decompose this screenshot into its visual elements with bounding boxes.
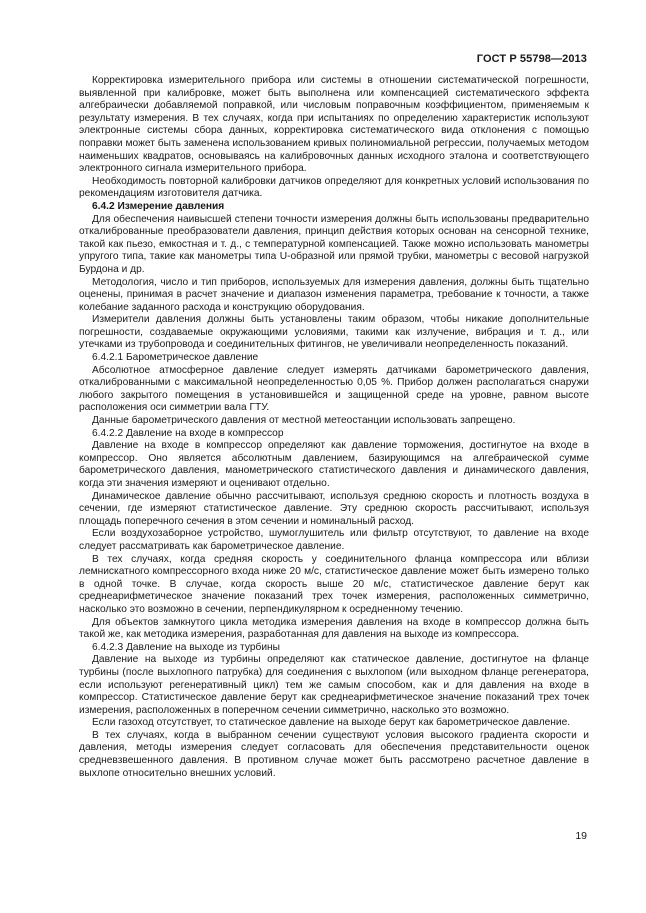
paragraph-barometric-prohibition: Данные барометрического давления от местной метеостанции использовать запрещено. [92,415,516,427]
document-body [79,75,589,780]
paragraph-closed-cycle: Для объектов замкнутого цикла методика измерения давления на входе в компрессор должна быть такой же, как методика измерения, разработанная для давления на выходе из компрессора. [79,616,589,641]
paragraph-pressure-transducers: Для обеспечения наивысшей степени точности измерения должны быть использованы предварительно откалиброванные преобразователи давления, принцип действия которых основан на сенсорной технике, такой как пьезо, емкостная и т. д., с температурной компенсацией. Также можно использовать манометры упругого типа, такие как манометры типа U-образной или прямой трубки, манометры с весовой нагрузкой Бурдона и др. [79,213,589,275]
paragraph-velocity-cases: В тех случаях, когда средняя скорость у соединительного фланца компрессора или вблизи лемнискатного компрессорного входа ниже 20 м/с, статистическое давление может быть измерено только в одной точке. В случае, когда скорость выше 20 м/с, статистическое давление берут как среднеарифметическое значение показаний трех точек измерения, расположенных симметрично, насколько это возможно в сечении, перпендикулярном к осредненному течению. [79,553,589,615]
paragraph-methodology: Методология, число и тип приборов, используемых для измерения давления, должны быть тщательно оценены, принимая в расчет значение и диапазон изменения параметра, требование к точности, а также колебание заданного расхода и конструкцию оборудования. [79,276,589,313]
paragraph-inlet-pressure-definition: Давление на входе в компрессор определяют как давление торможения, достигнутое на входе в компрессор. Оно является абсолютным давлением, базирующимся на алгебраической сумме барометрического давления, манометрического статистического давления и динамического давления, когда эти значения измеряют и оценивают отдельно. [79,440,589,489]
paragraph-high-gradient: В тех случаях, когда в выбранном сечении существуют условия высокого градиента скорости и давления, методы измерения следует согласовать для обеспечения представительности оценок средневзвешенного давления. В противном случае может быть рассмотрено расчетное давление в выхлопе относительно внешних условий. [79,729,589,779]
paragraph-dynamic-pressure: Динамическое давление обычно рассчитывают, используя среднюю скорость и плотность воздуха в сечении, где измеряют статистическое давление. Эту среднюю скорость рассчитывают, используя площадь поперечного сечения в этом сечении и номинальный расход. [79,490,589,527]
section-heading-6-4-2: 6.4.2 Измерение давления [92,200,225,212]
paragraph-installation: Измерители давления должны быть установлены таким образом, чтобы никакие дополнительные погрешности, создаваемые окружающими условиями, такими как излучение, вибрация и т. д., или утечками из трубопровода и соединительных фитингов, не увеличивали неопределенность показаний. [79,314,589,351]
document-code: ГОСТ Р 55798—2013 [476,53,587,65]
section-heading-6-4-2-1: 6.4.2.1 Барометрическое давление [92,352,259,364]
section-heading-6-4-2-3: 6.4.2.3 Давление на выходе из турбины [92,641,280,653]
paragraph-no-gas-duct: Если газоход отсутствует, то статическое давление на выходе берут как барометрическое давление. [92,717,571,729]
paragraph-no-intake: Если воздухозаборное устройство, шумоглушитель или фильтр отсутствуют, то давление на входе следует рассматривать как барометрическое давление. [79,528,589,552]
page-number: 19 [575,830,587,842]
section-heading-6-4-2-2: 6.4.2.2 Давление на входе в компрессор [92,427,284,439]
paragraph-recalibration: Необходимость повторной калибровки датчиков определяют для конкретных условий использования по рекомендациям изготовителя датчика. [79,175,589,200]
paragraph-barometric-measurement: Абсолютное атмосферное давление следует измерять датчиками барометрического давления, откалиброванными с максимальной неопределенностью 0,05 %. Прибор должен располагаться снаружи любого закрытого помещения в установившейся и защищенной среде на уровне, равном высоте расположения оси симметрии вала ГТУ. [79,364,589,414]
paragraph-turbine-outlet-definition: Давление на выходе из турбины определяют как статическое давление, достигнутое на фланце турбины (после выхлопного патрубка) для соединения с выхлопом (или выходном фланце регенератора, если используют регенеративный цикл) тем же самым способом, как и для давления на входе в компрессор. Статистическое давление берут как среднеарифметическое значение показаний трех точек измерения, расположенных в поперечном сечении симметрично, насколько это возможно. [79,654,589,716]
paragraph-calibration-correction: Корректировка измерительного прибора или системы в отношении систематической погрешности, выявленной при калибровке, может быть выполнена или компенсацией систематического эффекта алгебраически добавляемой поправкой, или числовым поправочным коэффициентом, применяемым к результату измерения. В тех случаях, когда при испытаниях по определению характеристик используют электронные системы сбора данных, корректировка систематического вида отклонения с помощью поправки может быть заменена использованием кривых полиномиальной регрессии, получаемых методом наименьших квадратов, основываясь на калибровочных данных исходного эталона и соответствующего электронного сигнала измерительного прибора. [79,75,589,175]
